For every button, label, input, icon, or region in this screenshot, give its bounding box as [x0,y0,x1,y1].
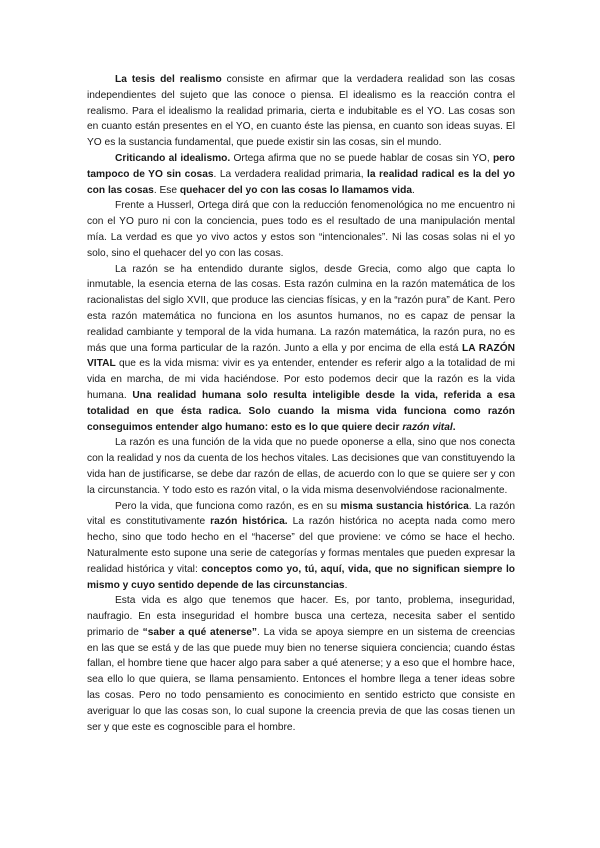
text-run: consiste en afirmar que la verdadera realidad son las cosas independientes del sujeto que las conoce o piensa. El idealismo es la reacción contra el realismo. Para el idealismo la realidad primaria, cierta e indubitable es el YO. Las cosas son en cuanto están presentes en el YO, en cuanto éste las piensa, en cuanto son ideas suyas. El YO es la sustancia fundamental, que puede existir sin las cosas, sin el mundo. [87,74,515,149]
text-run: La razón es una función de la vida que no puede oponerse a ella, sino que nos conecta con la realidad y nos da cuenta de los hechos vitales. Las decisiones que van constituyendo la vida han de justificarse, se debe dar razón de ellas, de acuerdo con lo que se quiere ser y con la circunstancia. Y todo esto es razón vital, o la vida misma desenvolviéndose racionalmente. [87,437,515,496]
text-run: . La razón vital es constitutivamente [87,500,516,528]
paragraph-3 [87,198,515,261]
text-run: . [412,184,415,196]
paragraph-4 [87,262,515,436]
text-run: La razón se ha entendido durante siglos, desde Grecia, como algo que capta lo inmutable, la esencia eterna de las cosas. Esta razón culmina en la razón matemática de los racionalistas del siglo XVII, que produce las ciencias físicas, y en la “razón pura” de Kant. Pero esta razón matemática no funciona en los asuntos humanos, no es capaz de pensar la realidad cambiante y temporal de la vida humana. La razón matemática, la razón pura, no es más que una forma particular de la razón. Junto a ella y por encima de ella está [87,263,515,354]
paragraph-2 [87,151,515,198]
text-run: razón histórica. [210,516,288,528]
text-run: quehacer del yo con las cosas lo llamamos vida [179,184,413,196]
text-run: . La verdadera realidad primaria, [213,168,368,180]
text-run: pero tampoco de YO sin cosas [87,152,516,180]
text-run: Una realidad humana solo resulta inteligible desde la vida, referida a esa totalidad en que ésta radica. Solo cuando la misma vida funciona como razón conseguimos entender algo humano: esto es lo que quiere decir [87,389,516,433]
text-run: Ortega afirma que no se puede hablar de cosas sin YO, [230,152,493,164]
text-run: Pero la vida, que funciona como razón, es en su [115,500,341,512]
paragraph-6 [87,499,515,594]
text-run: La tesis del realismo [115,74,222,85]
text-run: . [344,579,348,591]
text-run: razón vital [402,421,453,433]
text-run: “saber a qué atenerse” [142,626,258,638]
text-run: . La vida se apoya siempre en un sistema de creencias en las que se está y de las que puede muy bien no tenerse siquiera conciencia; cuando éstas fallan, el hombre tiene que hacer algo para saber a qué atenerse; y a eso que el hombre hace, sea ello lo que quiera, se llama pensamiento. Entonces el hombre llega a tener ideas sobre las cosas. Pero no todo pensamiento es conocimiento en sentido estricto que consiste en averiguar lo que las cosas son, lo cual supone la creencia previa de que las cosas tienen un ser y que este es cognoscible para el hombre. [87,626,515,733]
text-run: Esta vida es algo que tenemos que hacer. Es, por tanto, problema, inseguridad, naufragio. En esta inseguridad el hombre busca una certeza, necesita saber el sentido primario de [87,595,515,638]
text-run: misma sustancia histórica [340,500,469,512]
paragraph-5 [87,435,515,498]
text-run: La razón histórica no acepta nada como mero hecho, sino que todo hecho en el “hacerse” del que proviene: ve cómo se hace el hecho. Naturalmente esto supone una serie de categorías y formas mentales que pueden expresar la realidad histórica y vital: [87,516,515,575]
paragraph-7 [87,593,515,735]
document-body [87,72,515,735]
text-run: la realidad radical es la del yo con las cosas [87,168,515,196]
text-run: que es la vida misma: vivir es ya entender, entender es referir algo a la totalidad de mi vida en marcha, de mi vida haciéndose. Por esto podemos decir que la razón es la vida humana. [87,358,515,401]
text-run: . Ese [153,184,180,196]
text-run: . [452,421,456,433]
text-run: Criticando al idealismo. [115,152,231,164]
text-run: LA RAZÓN VITAL [87,342,515,370]
paragraph-1 [87,72,515,151]
text-run: conceptos como yo, tú, aquí, vida, que no significan siempre lo mismo y cuyo sentido depende de las circunstancias [87,563,516,591]
text-run: Frente a Husserl, Ortega dirá que con la reducción fenomenológica no me encuentro ni con el YO puro ni con la conciencia, pues todo es el resultado de una manipulación mental mía. La verdad es que yo vivo actos y estos son “intencionales”. Ni las cosas solas ni el yo solo, sino el quehacer del yo con las cosas. [87,200,515,259]
